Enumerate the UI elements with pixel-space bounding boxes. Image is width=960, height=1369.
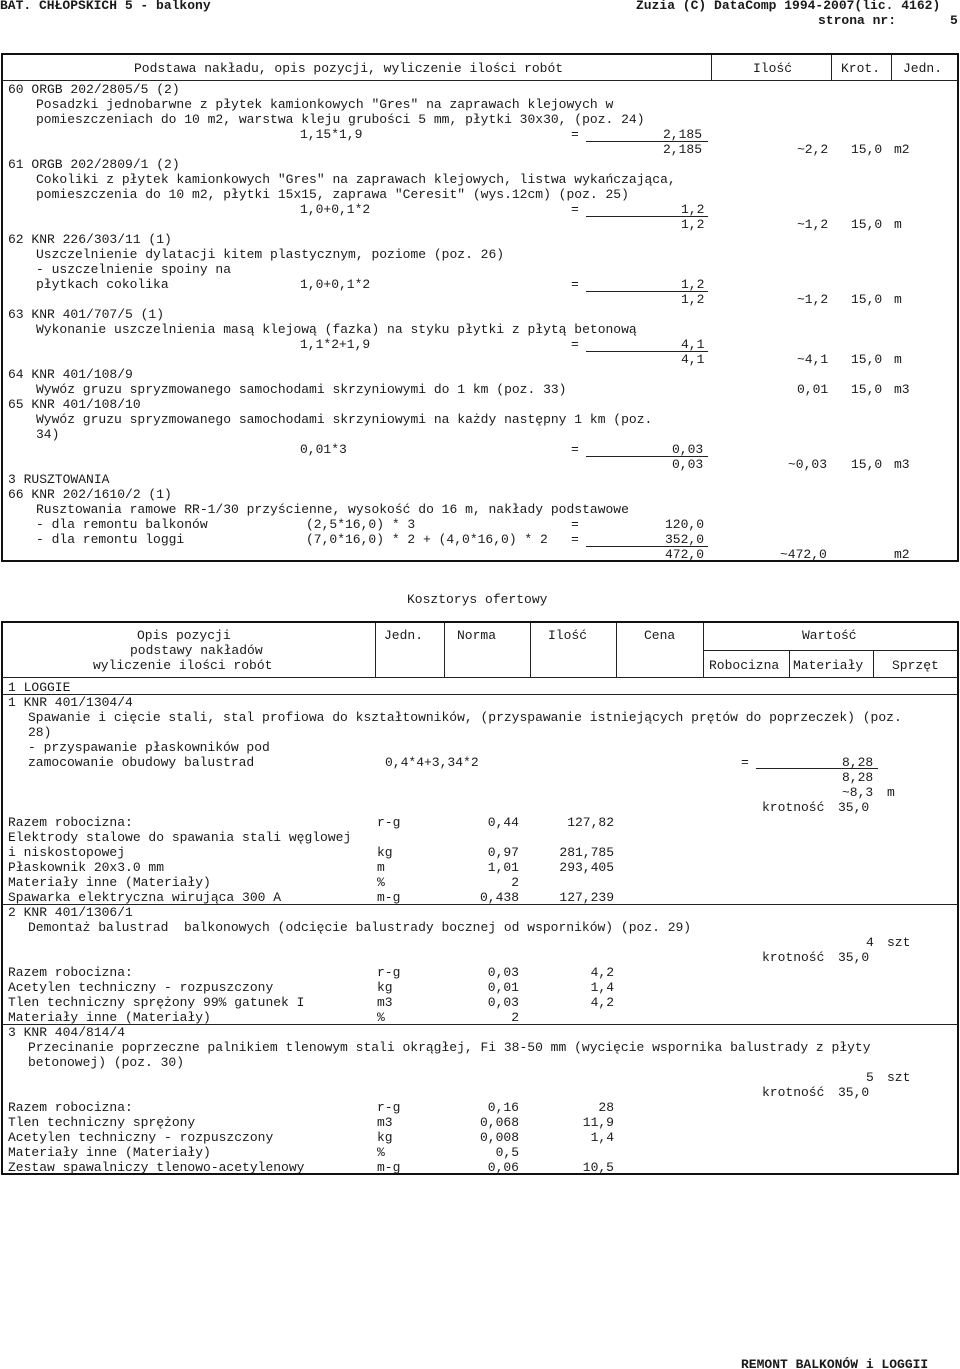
resource-unit: m3 — [377, 1115, 393, 1130]
t2-col-sep-sprz — [873, 650, 874, 677]
resource-ilosc: 11,9 — [582, 1115, 614, 1130]
i2-krot: 35,0 — [838, 950, 870, 965]
p65-unit: m3 — [894, 457, 910, 472]
resource-ilosc: 10,5 — [582, 1160, 614, 1175]
page-number: 5 — [950, 13, 958, 28]
p60-eq: = — [571, 127, 579, 142]
t2-col-sep-cena — [616, 623, 617, 677]
resource-unit: m-g — [377, 890, 401, 905]
p60-calc: 1,15*1,9 — [300, 127, 363, 142]
resource-unit: r-g — [377, 815, 401, 830]
table1-header-divider — [2, 80, 958, 81]
p65-krot: 15,0 — [851, 457, 883, 472]
resource-norma: 0,06 — [487, 1160, 519, 1175]
resource-ilosc: 4,2 — [590, 965, 614, 980]
p63-approx: ~4,1 — [797, 352, 829, 367]
t2-head-wyliczenie: wyliczenie ilości robót — [93, 658, 273, 673]
t2-head-opis: Opis pozycji — [137, 628, 231, 643]
p60-approx: ~2,2 — [797, 142, 829, 157]
p63-result: 4,1 — [681, 337, 705, 352]
p66-row2-label: - dla remontu loggi — [36, 532, 185, 547]
i3-line2: Przecinanie poprzeczne palnikiem tlenowym stali okrągłej, Fi 38-50 mm (wycięcie wspornika balustrady z płyty — [28, 1040, 871, 1055]
t1-head-desc: Podstawa nakładu, opis pozycji, wyliczenie ilości robót — [134, 61, 564, 76]
resource-norma: 0,01 — [487, 980, 519, 995]
resource-unit: kg — [377, 980, 393, 995]
resource-unit: r-g — [377, 1100, 401, 1115]
resource-unit: kg — [377, 1130, 393, 1145]
i3-line1: 3 KNR 404/814/4 — [8, 1025, 126, 1040]
i2-line1: 2 KNR 401/1306/1 — [8, 905, 133, 920]
p62-line1: 62 KNR 226/303/11 (1) — [8, 232, 172, 247]
p66-unit: m2 — [894, 547, 910, 562]
resource-ilosc: 281,785 — [559, 845, 614, 860]
t1-head-krot: Krot. — [841, 61, 881, 76]
resource-unit: r-g — [377, 965, 401, 980]
i1-underline — [756, 768, 878, 769]
p63-line1: 63 KNR 401/707/5 (1) — [8, 307, 165, 322]
i1-line3: 28) — [28, 725, 52, 740]
resource-unit: m3 — [377, 995, 393, 1010]
resource-name: Elektrody stalowe do spawania stali węglowej — [8, 830, 352, 845]
footer-title: REMONT BALKONÓW i LOGGII — [741, 1357, 929, 1369]
p66-row1-eq: = — [571, 517, 579, 532]
resource-name: Tlen techniczny sprężony 99% gatunek I — [8, 995, 305, 1010]
section-rusztowania: 3 RUSZTOWANIA — [8, 472, 110, 487]
p63-sum: 4,1 — [681, 352, 705, 367]
i1-line4: - przyspawanie płaskowników pod — [28, 740, 270, 755]
p64-krot: 15,0 — [851, 382, 883, 397]
i3-krot: 35,0 — [838, 1085, 870, 1100]
resource-name: Acetylen techniczny - rozpuszczony — [8, 1130, 274, 1145]
p62-approx: ~1,2 — [797, 292, 829, 307]
resource-unit: kg — [377, 845, 393, 860]
p65-line1: 65 KNR 401/108/10 — [8, 397, 141, 412]
resource-ilosc: 1,4 — [590, 1130, 614, 1145]
t2-wartosc-divider — [703, 650, 958, 651]
resource-norma: 1,01 — [487, 860, 519, 875]
i1-line2: Spawanie i cięcie stali, stal profiowa do kształtowników, (przyspawanie istniejących prętów do poprzeczek) (poz. — [28, 710, 902, 725]
header-left: BAT. CHŁOPSKICH 5 - balkony — [0, 0, 211, 13]
t1-head-qty: Ilość — [753, 61, 793, 76]
i1-calc: 0,4*4+3,34*2 — [385, 755, 479, 770]
resource-unit: % — [377, 1010, 385, 1025]
resource-name: Materiały inne (Materiały) — [8, 1145, 211, 1160]
i3-qty: 5 — [866, 1070, 874, 1085]
p66-row2-calc: (7,0*16,0) * 2 + (4,0*16,0) * 2 — [306, 532, 548, 547]
p60-krot: 15,0 — [851, 142, 883, 157]
i2-unit: szt — [887, 935, 911, 950]
p64-line2: Wywóz gruzu spryzmowanego samochodami skrzyniowymi do 1 km (poz. 33) — [36, 382, 567, 397]
p62-sum: 1,2 — [681, 292, 705, 307]
p65-line3: 34) — [36, 427, 60, 442]
resource-name: Razem robocizna: — [8, 815, 133, 830]
p64-unit: m3 — [894, 382, 910, 397]
p63-krot: 15,0 — [851, 352, 883, 367]
resource-name: Zestaw spawalniczy tlenowo-acetylenowy — [8, 1160, 305, 1175]
resource-name: Razem robocizna: — [8, 1100, 133, 1115]
kosztorys-title: Kosztorys ofertowy — [407, 592, 548, 607]
p62-result: 1,2 — [681, 277, 705, 292]
t2-col-sep-mat — [789, 650, 790, 677]
i1-line1: 1 KNR 401/1304/4 — [8, 695, 133, 710]
p60-line3: pomieszczeniach do 10 m2, warstwa kleju grubości 5 mm, płytki 30x30, (poz. 24) — [36, 112, 645, 127]
i3-krot-label: krotność — [762, 1085, 825, 1100]
i1-krot-label: krotność — [762, 800, 825, 815]
p60-line1: 60 ORGB 202/2805/5 (2) — [8, 82, 180, 97]
i1-eq: = — [741, 755, 749, 770]
page-label: strona nr: — [818, 13, 897, 28]
p61-line3: pomieszczenia do 10 m2, płytki 15x15, zaprawa "Ceresit" (wys.12cm) (poz. 25) — [36, 187, 629, 202]
p65-line2: Wywóz gruzu spryzmowanego samochodami skrzyniowymi na każdy następny 1 km (poz. — [36, 412, 653, 427]
p61-line1: 61 ORGB 202/2809/1 (2) — [8, 157, 180, 172]
p61-approx: ~1,2 — [797, 217, 829, 232]
section-loggie-rule — [2, 694, 958, 695]
p66-row2-eq: = — [571, 532, 579, 547]
i1-end-rule — [2, 904, 958, 905]
p62-calc: 1,0+0,1*2 — [300, 277, 371, 292]
i1-line5: zamocowanie obudowy balustrad — [28, 755, 255, 770]
p62-krot: 15,0 — [851, 292, 883, 307]
i1-unit: m — [887, 785, 895, 800]
resource-ilosc: 4,2 — [590, 995, 614, 1010]
resource-norma: 0,97 — [487, 845, 519, 860]
i3-line3: betonowej) (poz. 30) — [28, 1055, 185, 1070]
p66-row1-result: 120,0 — [665, 517, 705, 532]
resource-name: Płaskownik 20x3.0 mm — [8, 860, 165, 875]
p66-line1: 66 KNR 202/1610/2 (1) — [8, 487, 172, 502]
resource-norma: 2 — [511, 875, 519, 890]
i1-approx: ~8,3 — [842, 785, 874, 800]
p61-sum: 1,2 — [681, 217, 705, 232]
p62-eq: = — [571, 277, 579, 292]
p63-eq: = — [571, 337, 579, 352]
p66-line2: Rusztowania ramowe RR-1/30 przyścienne, wysokość do 16 m, nakłady podstawowe — [36, 502, 629, 517]
t2-head-podstawy: podstawy nakładów — [130, 643, 263, 658]
p66-row1-label: - dla remontu balkonów — [36, 517, 208, 532]
resource-norma: 0,068 — [479, 1115, 519, 1130]
p63-unit: m — [894, 352, 902, 367]
resource-unit: m-g — [377, 1160, 401, 1175]
i1-krot: 35,0 — [838, 800, 870, 815]
section-loggie: 1 LOGGIE — [8, 680, 71, 695]
p61-unit: m — [894, 217, 902, 232]
p65-approx: ~0,03 — [788, 457, 828, 472]
p60-line2: Posadzki jednobarwne z płytek kamionkowych "Gres" na zaprawach klejowych w — [36, 97, 614, 112]
resource-norma: 2 — [511, 1010, 519, 1025]
resource-norma: 0,16 — [487, 1100, 519, 1115]
resource-ilosc: 28 — [598, 1100, 614, 1115]
resource-norma: 0,44 — [487, 815, 519, 830]
resource-unit: % — [377, 875, 385, 890]
p60-unit: m2 — [894, 142, 910, 157]
t2-head-sprzet: Sprzęt — [892, 658, 939, 673]
resource-ilosc: 127,239 — [559, 890, 614, 905]
resource-name: Razem robocizna: — [8, 965, 133, 980]
t2-col-sep-ilosc — [530, 623, 531, 677]
table1-col-sep-2 — [831, 55, 832, 80]
t2-col-sep-norma — [444, 623, 445, 677]
p62-line2: Uszczelnienie dylatacji kitem plastycznym, poziome (poz. 26) — [36, 247, 505, 262]
p65-sum: 0,03 — [672, 457, 704, 472]
t2-head-ilosc: Ilość — [548, 628, 588, 643]
t2-head-norma: Norma — [457, 628, 497, 643]
t2-head-wartosc: Wartość — [802, 628, 857, 643]
p62-unit: m — [894, 292, 902, 307]
t2-head-jedn: Jedn. — [384, 628, 424, 643]
p65-eq: = — [571, 442, 579, 457]
table1-col-sep-1 — [711, 55, 712, 80]
resource-norma: 0,438 — [479, 890, 519, 905]
t2-col-sep-jedn — [375, 623, 376, 677]
i2-qty: 4 — [866, 935, 874, 950]
p64-qty: 0,01 — [797, 382, 829, 397]
resource-norma: 0,5 — [495, 1145, 519, 1160]
i1-result: 8,28 — [842, 755, 874, 770]
resource-name: i niskostopowej — [8, 845, 126, 860]
resource-name: Materiały inne (Materiały) — [8, 1010, 211, 1025]
p65-calc: 0,01*3 — [300, 442, 347, 457]
i3-unit: szt — [887, 1070, 911, 1085]
resource-name: Materiały inne (Materiały) — [8, 875, 211, 890]
i2-krot-label: krotność — [762, 950, 825, 965]
p66-row1-calc: (2,5*16,0) * 3 — [306, 517, 416, 532]
t1-head-unit: Jedn. — [903, 61, 943, 76]
p65-result: 0,03 — [672, 442, 704, 457]
p61-result: 1,2 — [681, 202, 705, 217]
p61-krot: 15,0 — [851, 217, 883, 232]
resource-ilosc: 127,82 — [567, 815, 614, 830]
i1-sum: 8,28 — [842, 770, 874, 785]
t2-head-cena: Cena — [644, 628, 676, 643]
p63-calc: 1,1*2+1,9 — [300, 337, 371, 352]
resource-norma: 0,03 — [487, 965, 519, 980]
resource-unit: % — [377, 1145, 385, 1160]
resource-ilosc: 293,405 — [559, 860, 614, 875]
resource-unit: m — [377, 860, 385, 875]
p60-sum: 2,185 — [663, 142, 703, 157]
p61-calc: 1,0+0,1*2 — [300, 202, 371, 217]
p60-result: 2,185 — [663, 127, 703, 142]
i2-line2: Demontaż balustrad balkonowych (odcięcie balustrady bocznej od wsporników) (poz. 29) — [28, 920, 692, 935]
header-right: Zuzia (C) DataComp 1994-2007(lic. 4162) — [636, 0, 941, 13]
resource-name: Spawarka elektryczna wirująca 300 A — [8, 890, 282, 905]
p62-line4: płytkach cokolika — [36, 277, 169, 292]
resource-norma: 0,03 — [487, 995, 519, 1010]
p66-sum: 472,0 — [665, 547, 705, 562]
table1-col-sep-3 — [891, 55, 892, 80]
p62-line3: - uszczelnienie spoiny na — [36, 262, 232, 277]
p66-row2-result: 352,0 — [665, 532, 705, 547]
resource-ilosc: 1,4 — [590, 980, 614, 995]
p61-line2: Cokoliki z płytek kamionkowych "Gres" na zaprawach klejowych, listwa wykańczająca, — [36, 172, 676, 187]
p61-eq: = — [571, 202, 579, 217]
t2-head-robocizna: Robocizna — [709, 658, 780, 673]
p63-line2: Wykonanie uszczelnienia masą klejową (fazka) na styku płytki z płytą betonową — [36, 322, 637, 337]
table2-header-divider — [2, 677, 958, 678]
p64-line1: 64 KNR 401/108/9 — [8, 367, 133, 382]
i2-end-rule — [2, 1024, 958, 1025]
resource-name: Tlen techniczny sprężony — [8, 1115, 196, 1130]
t2-head-materialy: Materiały — [793, 658, 864, 673]
p66-approx: ~472,0 — [780, 547, 827, 562]
resource-name: Acetylen techniczny - rozpuszczony — [8, 980, 274, 995]
resource-norma: 0,008 — [479, 1130, 519, 1145]
